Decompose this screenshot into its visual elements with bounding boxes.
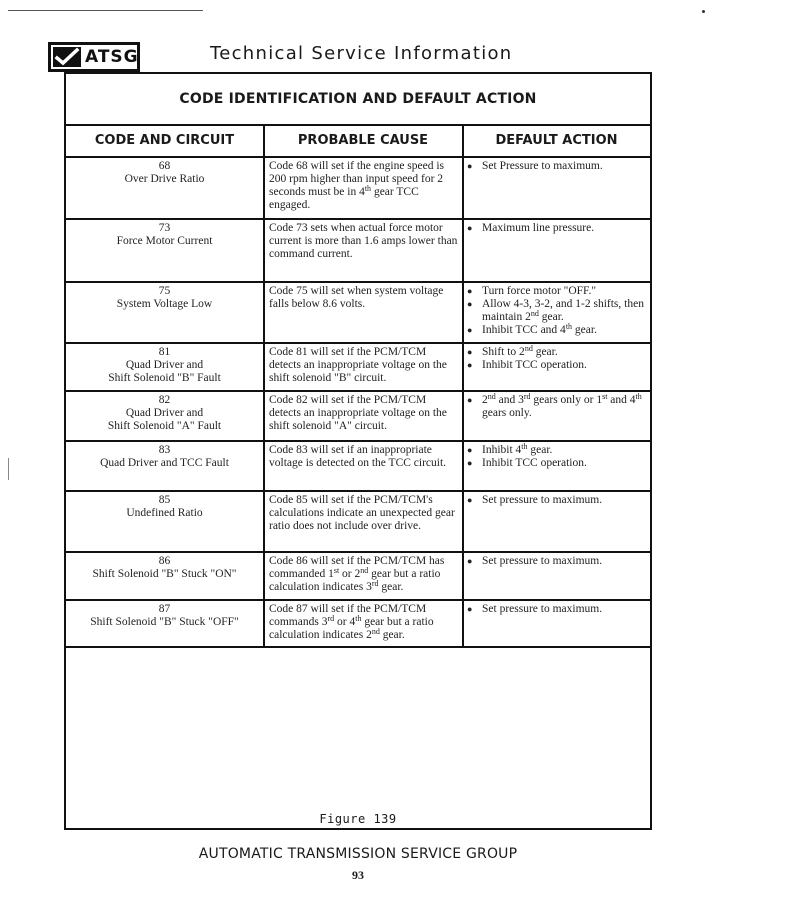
- action-item: ● Set pressure to maximum.: [465, 603, 648, 616]
- row-divider: [66, 599, 650, 601]
- circuit-name: Force Motor Current: [116, 235, 213, 247]
- logo-text: ATSG: [85, 47, 139, 67]
- column-divider: [462, 124, 464, 646]
- code-number: 85: [158, 494, 171, 506]
- column-header-cause: PROBABLE CAUSE: [297, 133, 429, 148]
- probable-cause-cell: Code 82 will set if the PCM/TCM detects an inappropriate voltage on the shift solenoid "A" circuit.: [269, 394, 447, 432]
- action-item: ● 2nd and 3rd gears only or 1st and 4th gears only.: [465, 394, 648, 420]
- table-title: CODE IDENTIFICATION AND DEFAULT ACTION: [179, 91, 537, 107]
- code-circuit-cell: [68, 222, 261, 248]
- circuit-name: Over Drive Ratio: [124, 173, 205, 185]
- top-rule: [8, 10, 203, 11]
- probable-cause-cell: Code 86 will set if the PCM/TCM has commanded 1st or 2nd gear but a ratio calculation indicates 3rd gear.: [269, 555, 445, 593]
- action-item: ● Set pressure to maximum.: [465, 555, 648, 568]
- action-item: ● Inhibit TCC operation.: [465, 457, 648, 470]
- speck-mark: [702, 10, 705, 13]
- action-item: ● Shift to 2nd gear.: [465, 346, 648, 359]
- default-action-cell: [465, 494, 648, 507]
- circuit-name: Undefined Ratio: [126, 507, 203, 519]
- code-circuit-cell: [68, 285, 261, 311]
- checkmark-icon: [53, 46, 81, 68]
- code-number: 68: [158, 160, 171, 172]
- action-item: ● Set Pressure to maximum.: [465, 160, 648, 173]
- row-divider: [66, 281, 650, 283]
- column-header-code: CODE AND CIRCUIT: [94, 133, 235, 148]
- code-table-frame: [64, 72, 652, 830]
- action-item: ● Set pressure to maximum.: [465, 494, 648, 507]
- probable-cause-cell: Code 75 will set when system voltage falls below 8.6 volts.: [269, 285, 444, 310]
- code-circuit-cell: [68, 160, 261, 186]
- action-item: ● Turn force motor "OFF.": [465, 285, 648, 298]
- row-divider: [66, 551, 650, 553]
- circuit-name: Shift Solenoid "B" Stuck "ON": [92, 568, 237, 580]
- probable-cause-cell: Code 83 will set if an inappropriate voltage is detected on the TCC circuit.: [269, 444, 447, 469]
- code-number: 86: [158, 555, 171, 567]
- circuit-name: Shift Solenoid "B" Stuck "OFF": [90, 616, 239, 628]
- probable-cause-cell: Code 68 will set if the engine speed is 200 rpm higher than input speed for 2 seconds must be in 4th gear TCC engaged.: [269, 160, 445, 211]
- row-divider: [66, 440, 650, 442]
- action-item: ● Inhibit TCC and 4th gear.: [465, 324, 648, 337]
- default-action-cell: [465, 222, 648, 235]
- action-item: ● Inhibit TCC operation.: [465, 359, 648, 372]
- code-number: 81: [158, 346, 171, 358]
- code-circuit-cell: [68, 394, 261, 433]
- probable-cause-cell: Code 81 will set if the PCM/TCM detects an inappropriate voltage on the shift solenoid "B" circuit.: [269, 346, 447, 384]
- column-header-action: DEFAULT ACTION: [495, 133, 618, 148]
- code-circuit-cell: [68, 444, 261, 470]
- default-action-cell: [465, 444, 648, 470]
- probable-cause-cell: Code 73 sets when actual force motor current is more than 1.6 amps lower than command current.: [269, 222, 458, 260]
- circuit-name: System Voltage Low: [116, 298, 213, 310]
- circuit-name: Quad Driver and Shift Solenoid "B" Fault: [108, 359, 221, 384]
- circuit-name: Quad Driver and Shift Solenoid "A" Fault: [107, 407, 222, 432]
- row-divider: [66, 490, 650, 492]
- default-action-cell: [465, 394, 648, 420]
- page-header-title: Technical Service Information: [210, 43, 513, 64]
- page-number: 93: [352, 868, 364, 882]
- circuit-name: Quad Driver and TCC Fault: [100, 457, 229, 469]
- default-action-cell: [465, 285, 648, 337]
- atsg-logo: [48, 42, 140, 72]
- row-divider: [66, 390, 650, 392]
- row-divider: [66, 218, 650, 220]
- action-item: ● Maximum line pressure.: [465, 222, 648, 235]
- probable-cause-cell: Code 87 will set if the PCM/TCM commands 3rd or 4th gear but a ratio calculation indicates 2nd gear.: [269, 603, 434, 641]
- column-divider: [263, 124, 265, 646]
- code-circuit-cell: [68, 494, 261, 520]
- code-number: 83: [158, 444, 171, 456]
- code-circuit-cell: [68, 555, 261, 581]
- code-number: 82: [158, 394, 171, 406]
- code-number: 75: [158, 285, 171, 297]
- margin-mark: [8, 458, 9, 480]
- footer-organization: AUTOMATIC TRANSMISSION SERVICE GROUP: [198, 846, 518, 862]
- default-action-cell: [465, 555, 648, 568]
- row-divider: [66, 646, 650, 648]
- code-number: 87: [158, 603, 171, 615]
- header-divider: [66, 156, 650, 158]
- probable-cause-cell: Code 85 will set if the PCM/TCM's calculations indicate an unexpected gear ratio does not include over drive.: [269, 494, 455, 532]
- default-action-cell: [465, 160, 648, 173]
- code-circuit-cell: [68, 603, 261, 629]
- action-item: ● Allow 4-3, 3-2, and 1-2 shifts, then maintain 2nd gear.: [465, 298, 648, 324]
- code-circuit-cell: [68, 346, 261, 385]
- default-action-cell: [465, 346, 648, 372]
- code-number: 73: [158, 222, 171, 234]
- action-item: ● Inhibit 4th gear.: [465, 444, 648, 457]
- default-action-cell: [465, 603, 648, 616]
- figure-caption: Figure 139: [319, 812, 397, 826]
- row-divider: [66, 342, 650, 344]
